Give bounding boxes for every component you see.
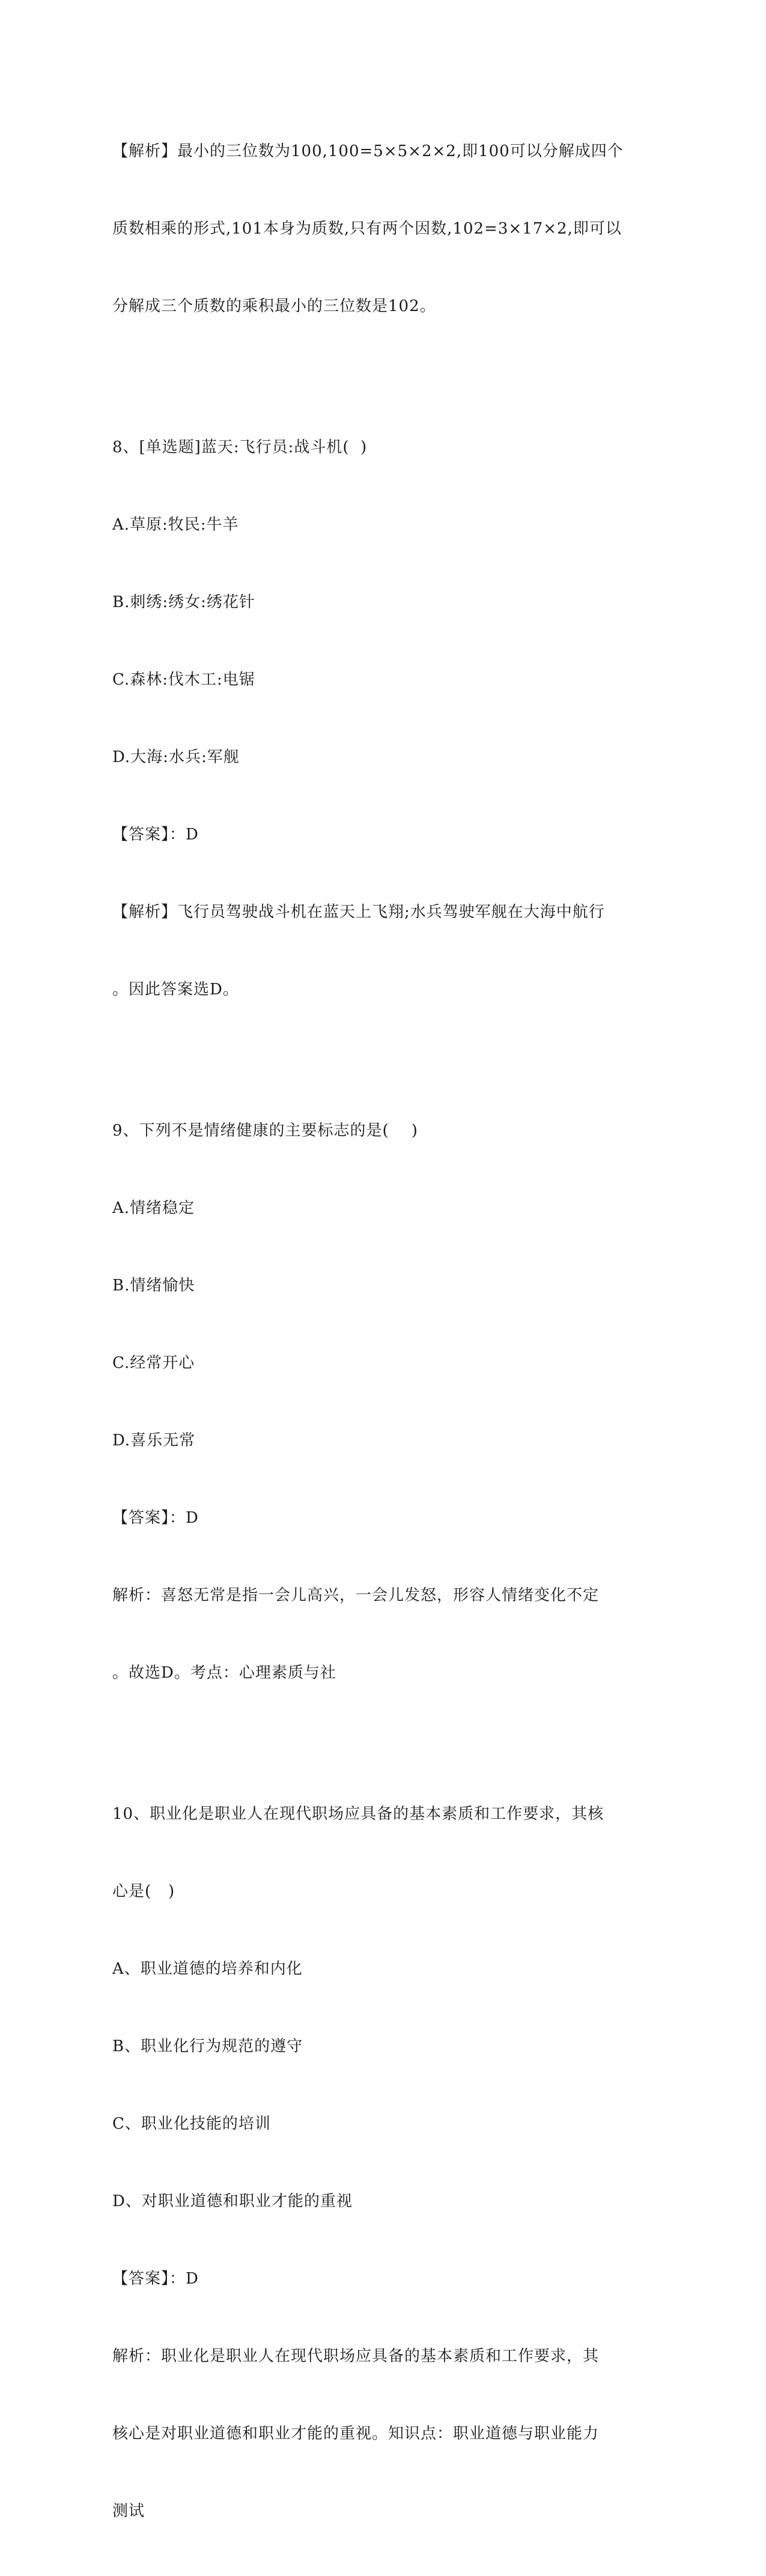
question-text: 8、[单选题]蓝天:飞行员:战斗机( ) [112,438,368,456]
q8-block [112,383,653,1054]
option-c: C.森林:伐木工:电锯 [112,671,255,689]
document-page [112,87,653,2576]
q9-block [112,1066,653,1738]
analysis-line: 【解析】最小的三位数为100,100=5×5×2×2,即100可以分解成四个 [112,142,624,160]
analysis-line: 。故选D。考点：心理素质与社 [112,1664,336,1682]
q7-analysis [112,87,653,371]
option-b: B.情绪愉快 [112,1277,195,1295]
analysis-line: 解析：喜怒无常是指一会儿高兴，一会儿发怒，形容人情绪变化不定 [112,1586,600,1604]
question-text: 9、下列不是情绪健康的主要标志的是( ) [112,1122,418,1140]
option-b: B.刺绣:绣女:绣花针 [112,593,255,611]
analysis-line: 解析：职业化是职业人在现代职场应具备的基本素质和工作要求，其 [112,2347,600,2365]
option-d: D.喜乐无常 [112,1432,196,1450]
option-a: A.草原:牧民:牛羊 [112,516,239,534]
analysis-line: 【解析】飞行员驾驶战斗机在蓝天上飞翔;水兵驾驶军舰在大海中航行 [112,903,605,921]
answer-line: 【答案】：D [112,2270,199,2288]
option-c: C、职业化技能的培训 [112,2115,271,2133]
option-c: C.经常开心 [112,1354,195,1372]
analysis-line: 。因此答案选D。 [112,981,239,999]
question-text: 心是( ) [112,1882,175,1900]
question-text: 10、职业化是职业人在现代职场应具备的基本素质和工作要求，其核 [112,1805,604,1823]
q10-block [112,1750,653,2576]
option-a: A.情绪稳定 [112,1199,195,1217]
answer-line: 【答案】：D [112,1509,199,1527]
analysis-line: 分解成三个质数的乘积最小的三位数是102。 [112,297,436,315]
option-d: D、对职业道德和职业才能的重视 [112,2192,353,2210]
analysis-line: 质数相乘的形式,101本身为质数,只有两个因数,102=3×17×2,即可以 [112,220,622,238]
option-a: A、职业道德的培养和内化 [112,1960,303,1978]
answer-line: 【答案】：D [112,826,199,844]
analysis-line: 测试 [112,2502,145,2520]
option-b: B、职业化行为规范的遵守 [112,2037,303,2055]
analysis-line: 核心是对职业道德和职业才能的重视。知识点：职业道德与职业能力 [112,2425,600,2443]
option-d: D.大海:水兵:军舰 [112,748,240,766]
